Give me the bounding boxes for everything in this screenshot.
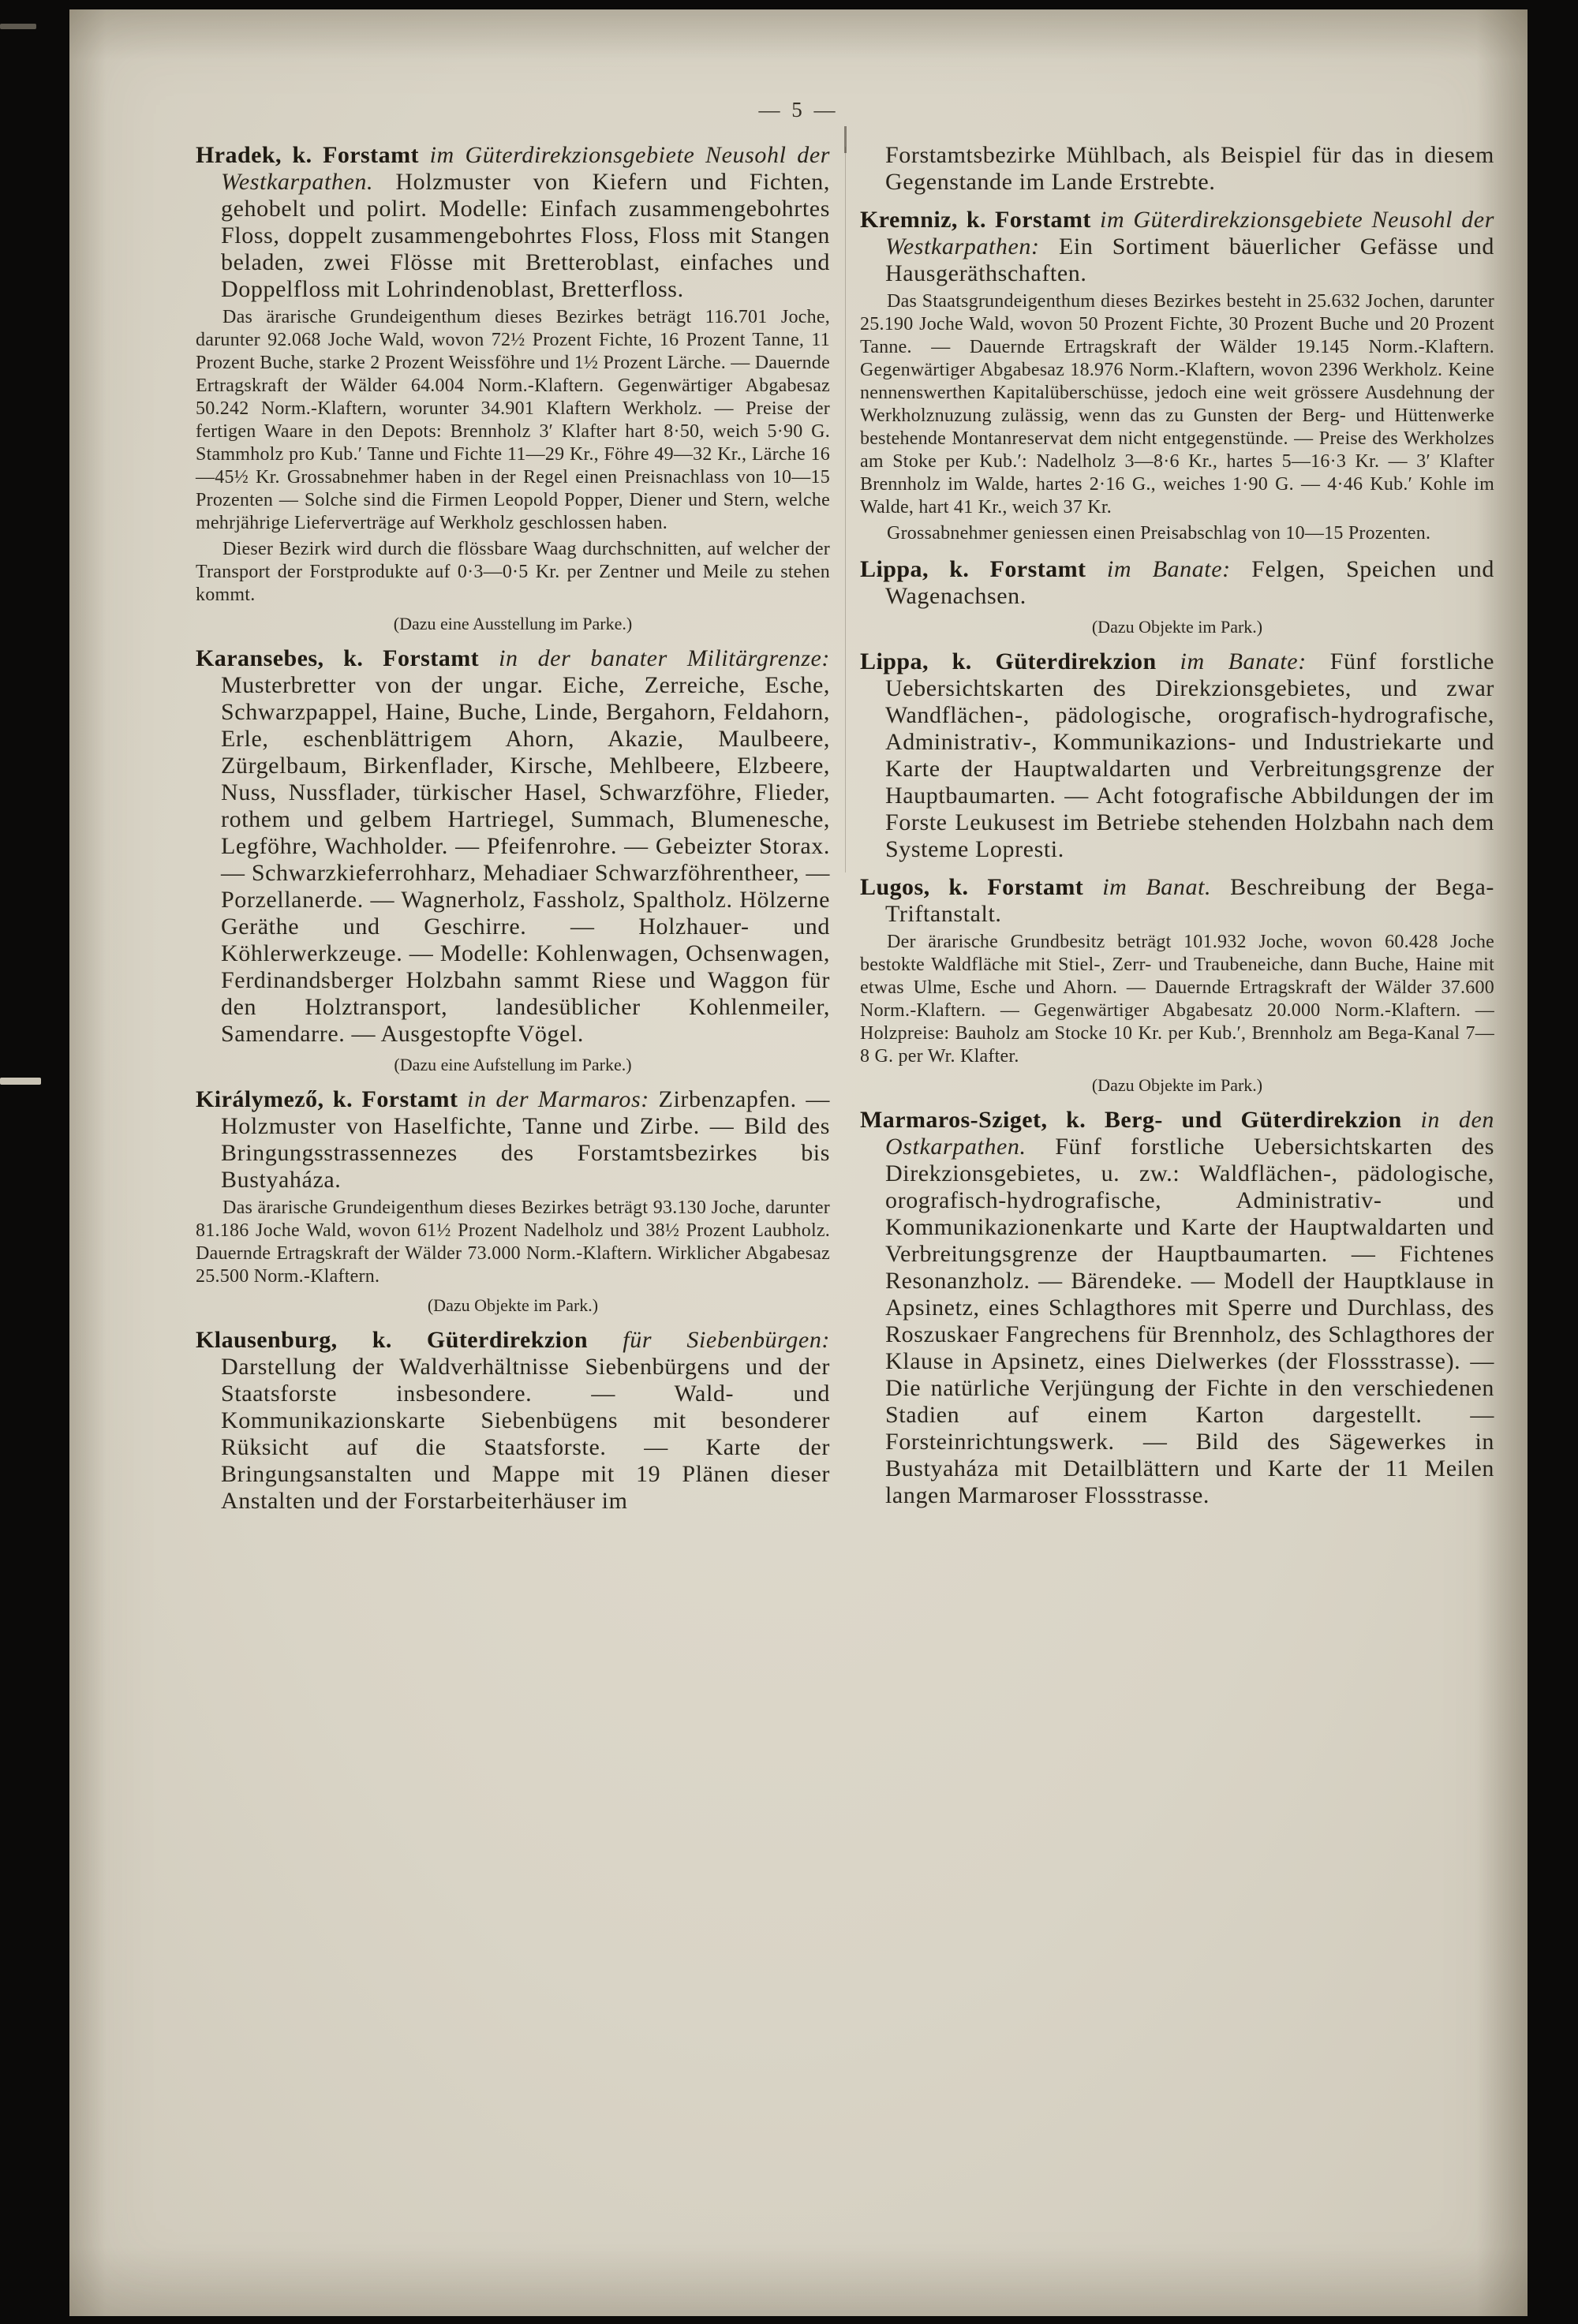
entry-body: Felgen, Speichen und Wagenachsen. <box>885 556 1494 609</box>
entry-note: (Dazu Objekte im Park.) <box>1091 1075 1263 1095</box>
entry-heading-paragraph <box>196 1086 830 1194</box>
entry-body: Darstellung der Waldverhältnisse Siebenbürgens und der Staatsforste insbesondere. — Wald- und Kommunikazionskarte Siebenbügens mit besonderer Rüksicht auf die Staatsforste. — Karte der Bringungsanstalten und Mappe mit 19 Plänen dieser Anstalten und der Forstarbeiterhäuser im <box>221 1354 830 1514</box>
entry-body: Fünf forstliche Uebersichtskarten des Direkzionsgebietes, u. zw.: Waldflächen-, pädologische, orografisch-hydrografische, Administrativ- und Kommunikazionenkarte und Karte der Hauptwaldarten und Verbreitungsgrenze der Hauptbaumarten. — Fichtenes Resonanzholz. — Bärendeke. — Modell der Hauptklause in Apsinetz, eines Schlagthores mit Sperre und Durchlass, des Roszuskaer Fangrechens für Brennholz, des Schlagthores der Klause in Apsinetz, eines Dielwerkes (der Flossstrasse). — Die natürliche Verjüngung der Fichte in den verschiedenen Stadien auf einem Karton dargestellt. — Forsteinrichtungswerk. — Bild des Sägewerkes in Bustyaháza mit Detailblättern und Karte der 11 Meilen langen Marmaroser Flossstrasse. <box>885 1134 1494 1508</box>
entry-heading-paragraph <box>860 556 1494 610</box>
entry-title: Királymező, k. Forstamt <box>196 1086 458 1112</box>
left-column <box>196 142 830 1515</box>
entry-body: Zirbenzapfen. — Holzmuster von Haselfichte, Tanne und Zirbe. — Bild des Bringungsstrassennezes des Forstamtsbezirkes bis Bustyaháza. <box>221 1086 831 1193</box>
scan-artifact-dash <box>0 1078 41 1085</box>
entry-region: für Siebenbürgen: <box>623 1327 831 1353</box>
entry-region: im Banate: <box>1180 648 1307 674</box>
entry-title: Kremniz, k. Forstamt <box>860 207 1091 233</box>
entry-title: Lippa, k. Güterdirekzion <box>860 648 1157 674</box>
entry-karansebes <box>196 645 830 1075</box>
entry-detail-paragraph: Grossabnehmer geniessen einen Preisabschlag von 10—15 Prozenten. <box>887 523 1431 544</box>
page-number: — 5 — <box>758 98 839 121</box>
entry-title: Lugos, k. Forstamt <box>860 874 1084 900</box>
entry-heading-paragraph <box>860 874 1494 928</box>
entry-lippa-gueterdirekzion <box>860 648 1494 863</box>
entry-heading-paragraph <box>196 645 830 1048</box>
entry-body: Ein Sortiment bäuerlicher Gefässe und Hausgeräthschaften. <box>885 234 1494 286</box>
right-column <box>860 142 1494 1515</box>
entry-region: in der banater Militärgrenze: <box>499 645 830 671</box>
entry-heading-paragraph <box>860 207 1494 287</box>
entry-detail-paragraph: Das ärarische Grundeigenthum dieses Bezirkes beträgt 116.701 Joche, darunter 92.068 Joche Wald, wovon 72½ Prozent Fichte, 16 Prozent Tanne, 11 Prozent Buche, starke 2 Prozent Weissföhre und 1½ Prozent Lärche. — Dauernde Ertragskraft der Wälder 64.004 Norm.-Klaftern. Gegenwärtiger Abgabesaz 50.242 Norm.-Klaftern, worunter 34.901 Klaftern Werkholz. — Preise der fertigen Waare in den Depots: Brennholz 3′ Klafter hart 8·50, weich 5·90 G. Stammholz pro Kub.′ Tanne und Fichte 11—29 Kr., Föhre 49—32 Kr., Lärche 16—45½ Kr. Grossabnehmer haben in der Regel einen Preisnachlass von 10—15 Prozenten — Solche sind die Firmen Leopold Popper, Diener und Stern, welche mehrjährige Lieferverträge auf Werkholz geschlossen haben. <box>196 307 830 533</box>
entry-note: (Dazu Objekte im Park.) <box>1091 617 1263 637</box>
book-page <box>69 9 1528 2316</box>
entry-detail-paragraph: Das ärarische Grundeigenthum dieses Bezirkes beträgt 93.130 Joche, darunter 81.186 Joche Wald, wovon 61½ Prozent Nadelholz und 38½ Prozent Laubholz. Dauernde Ertragskraft der Wälder 73.000 Norm.-Klaftern. Wirklicher Abgabesaz 25.500 Norm.-Klaftern. <box>196 1197 830 1287</box>
continued-paragraph: Forstamtsbezirke Mühlbach, als Beispiel für das in diesem Gegenstande im Lande Erstrebte. <box>885 142 1494 195</box>
entry-kremniz <box>860 207 1494 545</box>
entry-detail-paragraph: Das Staatsgrundeigenthum dieses Bezirkes besteht in 25.632 Jochen, darunter 25.190 Joche Wald, wovon 50 Prozent Fichte, 30 Prozent Buche und 20 Prozent Tanne. — Dauernde Ertragskraft der Wälder 19.145 Norm.-Klaftern. Gegenwärtiger Abgabesaz 18.976 Norm.-Klaftern, wovon 2396 Werkholz. Keine nennenswerthen Kapitalüberschüsse, jedoch eine weit grössere Ausdehnung der Werkholznuzung zulässig, wenn das zu Gunsten der Berg- und Hüttenwerke bestehende Montanreservat dem nicht entgegenstünde. — Preise des Werkholzes am Stoke per Kub.′: Nadelholz 3—8·6 Kr., hartes 5—16·3 Kr. — 3′ Klafter Brennholz im Walde, hartes 2·16 G., weiches 1·90 G. — 4·46 Kub.′ Kohle im Walde, hart 41 Kr., weich 37 Kr. <box>860 291 1494 517</box>
entry-body: Holzmuster von Kiefern und Fichten, gehobelt und polirt. Modelle: Einfach zusammengebohrtes Floss, doppelt zusammengebohrtes Floss, Floss mit Stangen beladen, zwei Flösse mit Bretteroblast, einfaches und Doppelfloss mit Lohrindenoblast, Bretterfloss. <box>221 169 830 302</box>
entry-region: im Banat. <box>1102 874 1212 900</box>
entry-region: in der Marmaros: <box>467 1086 649 1112</box>
entry-note: (Dazu eine Ausstellung im Parke.) <box>393 614 633 633</box>
entry-detail-paragraph: Der ärarische Grundbesitz beträgt 101.932 Joche, wovon 60.428 Joche bestokte Waldfläche mit Stiel-, Zerr- und Traubeneiche, dann Buche, Haine mit etwas Ulme, Esche und Ahorn. — Dauernde Ertragskraft der Wälder 37.600 Norm.-Klaftern. — Gegenwärtiger Abgabesatz 20.000 Norm.-Klaftern. — Holzpreise: Bauholz am Stocke 10 Kr. per Kub.′, Brennholz am Bega-Kanal 7—8 G. per Wr. Klafter. <box>860 932 1494 1067</box>
entry-note: (Dazu Objekte im Park.) <box>427 1295 599 1315</box>
entry-lugos <box>860 874 1494 1096</box>
entry-kiralymezo <box>196 1086 830 1316</box>
entry-marmaros-sziget <box>860 1107 1494 1509</box>
entry-lippa-forstamt <box>860 556 1494 637</box>
entry-title: Lippa, k. Forstamt <box>860 556 1086 582</box>
entry-heading-paragraph <box>860 1107 1494 1509</box>
page-content <box>196 142 1494 1515</box>
entry-detail-paragraph: Dieser Bezirk wird durch die flössbare Waag durchschnitten, auf welcher der Transport der Forstprodukte auf 0·3—0·5 Kr. per Zentner und Meile zu stehen kommt. <box>196 539 830 605</box>
entry-heading-paragraph <box>860 648 1494 863</box>
scan-artifact-dash <box>0 24 36 29</box>
entry-title: Hradek, k. Forstamt <box>196 142 419 168</box>
entry-hradek <box>196 142 830 634</box>
entry-body: Beschreibung der Bega-Triftanstalt. <box>885 874 1494 927</box>
entry-region: im Güterdirekzionsgebiete Neusohl der Westkarpathen. <box>221 142 831 195</box>
entry-region: im Banate: <box>1106 556 1231 582</box>
entry-region: im Güterdirekzionsgebiete Neusohl der Westkarpathen: <box>885 207 1494 260</box>
entry-region: in den Ostkarpathen. <box>885 1107 1494 1160</box>
column-divider <box>845 147 846 872</box>
entry-title: Klausenburg, k. Güterdirekzion <box>196 1327 589 1353</box>
entry-title: Marmaros-Sziget, k. Berg- und Güterdirekzion <box>860 1107 1402 1133</box>
entry-title: Karansebes, k. Forstamt <box>196 645 480 671</box>
entry-heading-paragraph <box>196 1327 830 1515</box>
entry-body: Musterbretter von der ungar. Eiche, Zerreiche, Esche, Schwarzpappel, Haine, Buche, Linde, Bergahorn, Feldahorn, Erle, eschenblättrigem Ahorn, Akazie, Maulbeere, Zürgelbaum, Birkenflader, Kirsche, Mehlbeere, Elzbeere, Nuss, Nussflader, türkischer Hasel, Schwarzföhre, Flieder, rothem und gelbem Hartriegel, Summach, Blumenesche, Legföhre, Wachholder. — Pfeifenrohre. — Gebeizter Storax. — Schwarzkieferrohharz, Mehadiaer Schwarzföhrentheer, — Porzellanerde. — Wagnerholz, Fassholz, Spaltholz. Hölzerne Geräthe und Geschirre. — Holzhauer- und Köhlerwerkzeuge. — Modelle: Kohlenwagen, Ochsenwagen, Ferdinandsberger Holzbahn sammt Riese und Waggon für den Holztransport, landesüblicher Kohlenmeiler, Samendarre. — Ausgestopfte Vögel. <box>221 672 830 1047</box>
entry-body: Fünf forstliche Uebersichtskarten des Direkzionsgebietes, und zwar Wandflächen-, pädologische, orografisch-hydrografische, Administrativ-, Kommunikazions- und Industriekarte und Karte der Hauptwaldarten und Verbreitungsgrenze der Hauptbaumarten. — Acht fotografische Abbildungen der im Forste Leukusest im Betriebe stehenden Holzbahn nach dem Systeme Lopresti. <box>885 648 1494 862</box>
entry-klausenburg <box>196 1327 830 1515</box>
entry-note: (Dazu eine Aufstellung im Parke.) <box>394 1055 632 1074</box>
entry-heading-paragraph <box>196 142 830 303</box>
continued-entry-klausenburg <box>860 142 1494 196</box>
